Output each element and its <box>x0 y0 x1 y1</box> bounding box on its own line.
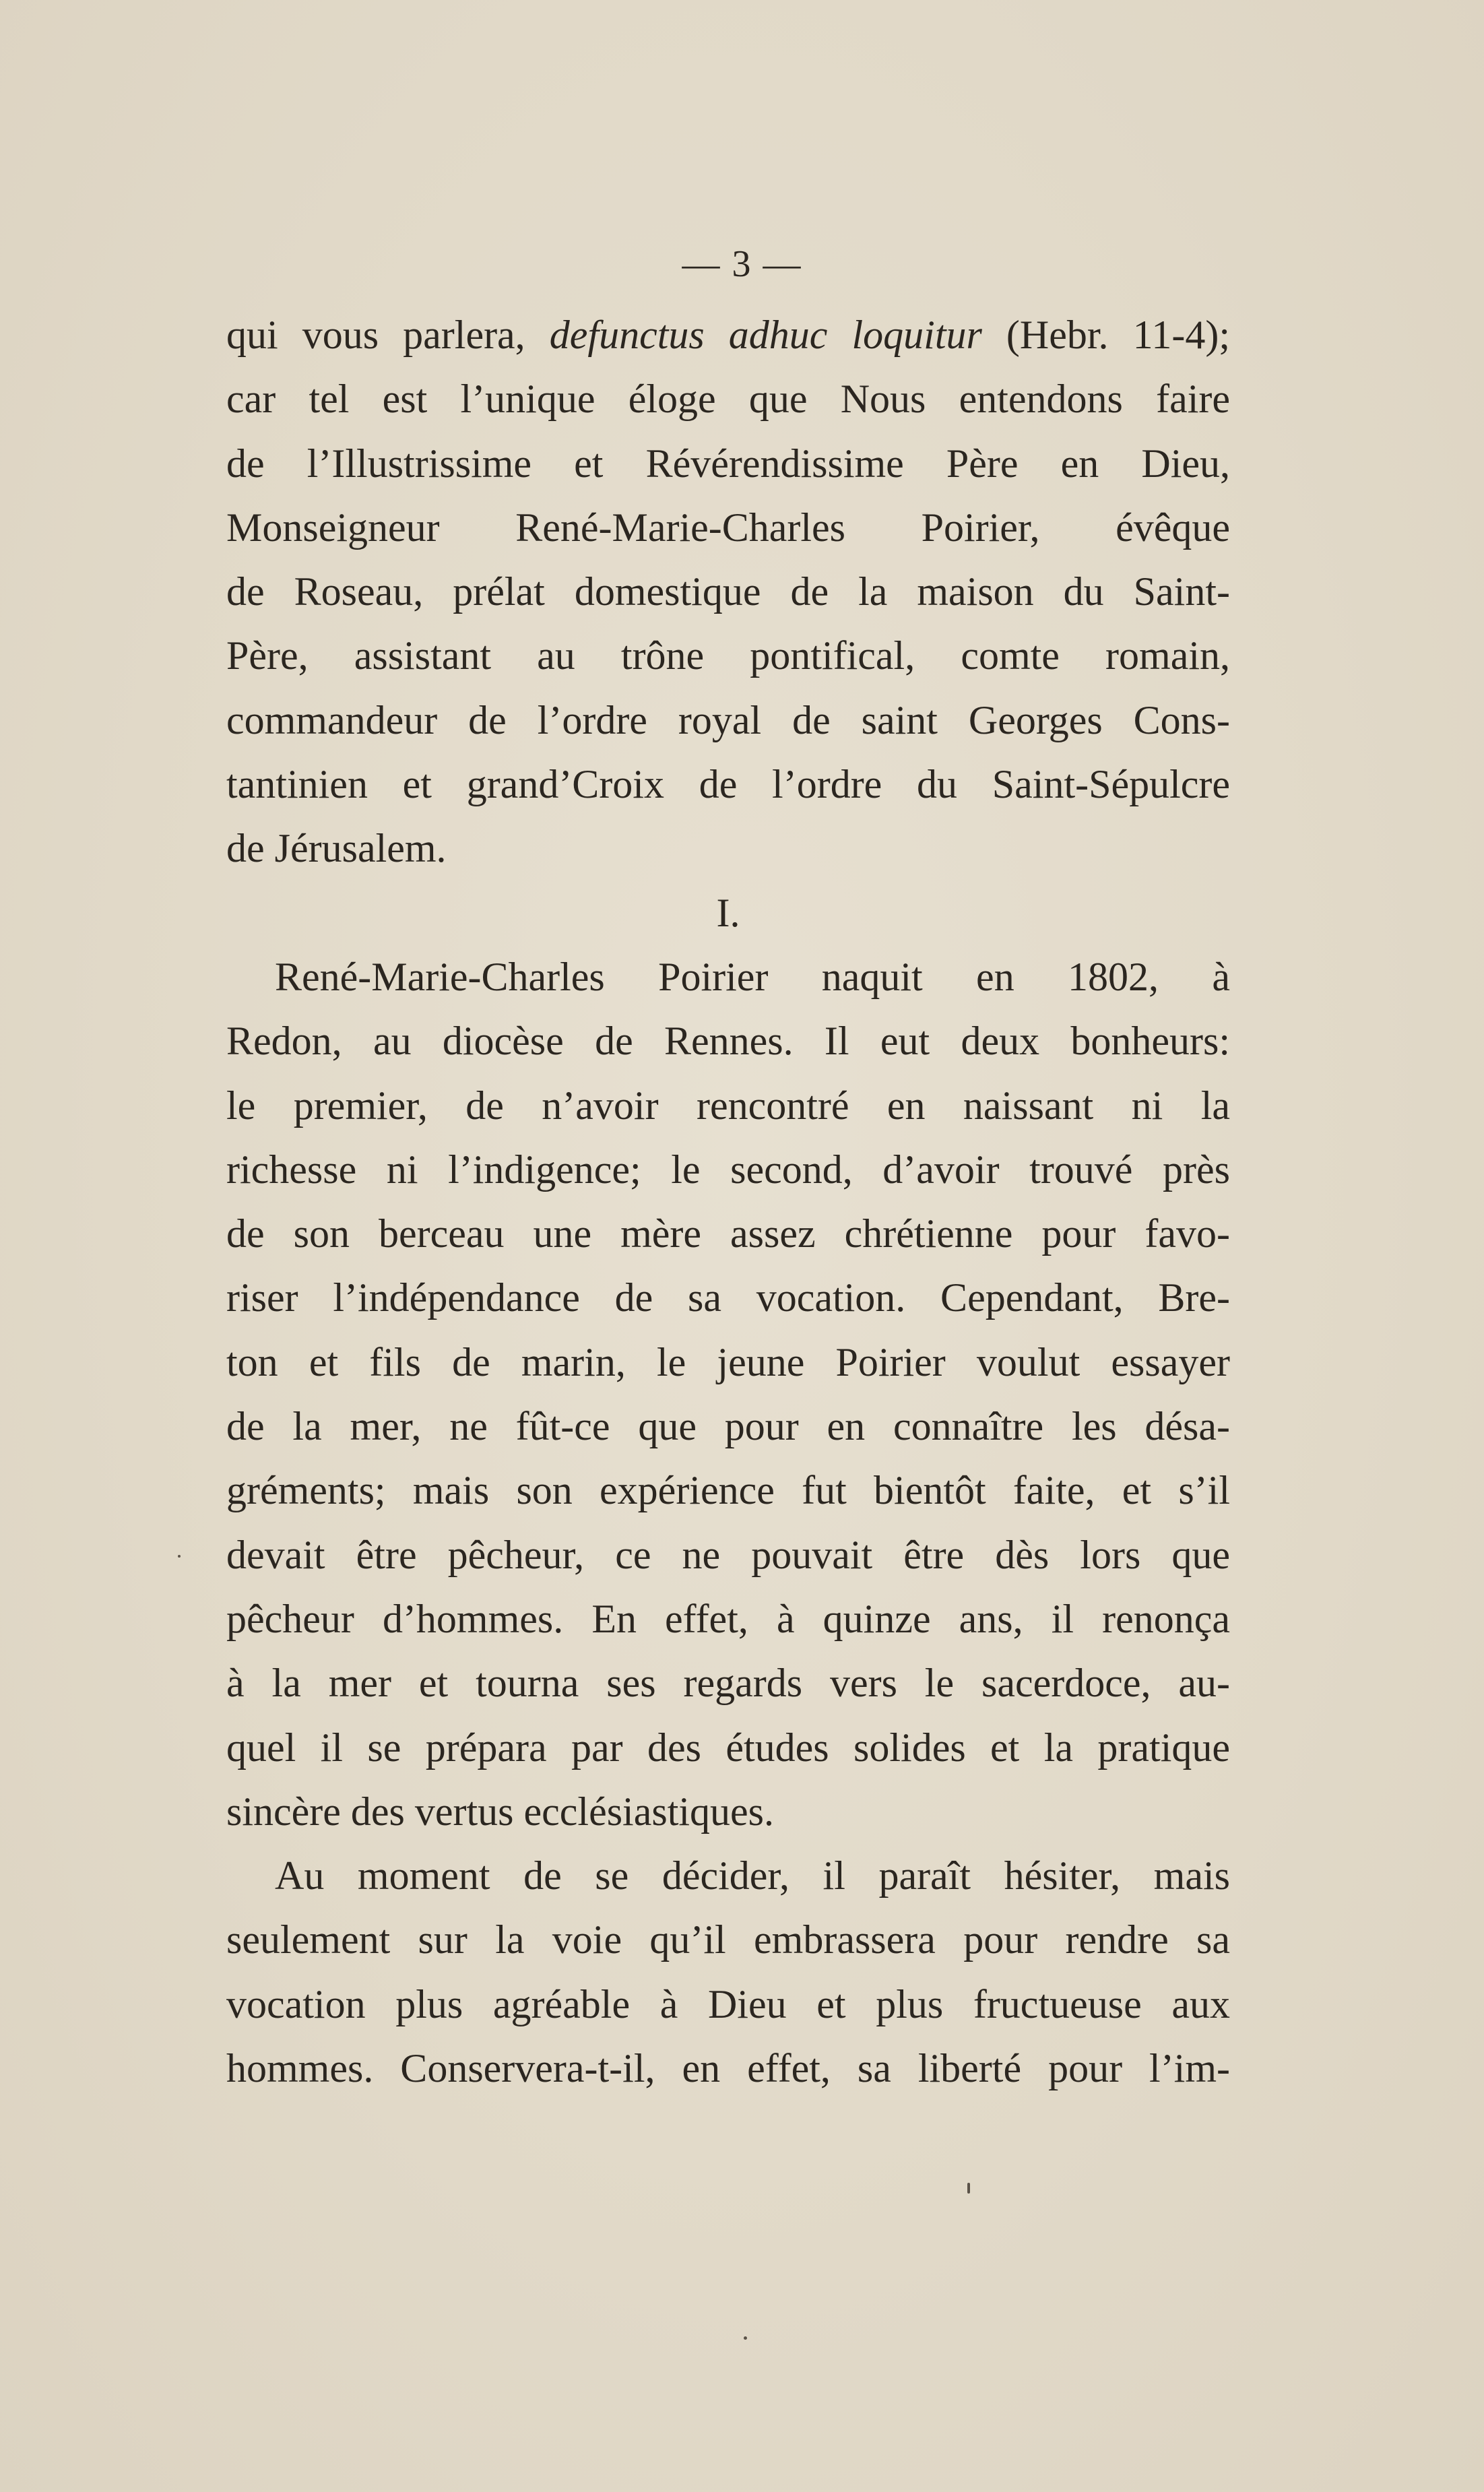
text-line: René-Marie-Charles Poirier naquit en 1802, à <box>275 954 1230 999</box>
text-line: quel il se prépara par des études solides et la pratique <box>226 1725 1230 1770</box>
text-line: vocation plus agréable à Dieu et plus fructueuse aux <box>226 1981 1230 2026</box>
paper-speck <box>178 1555 181 1558</box>
text-line: tantinien et grand’Croix de l’ordre du Saint-Sépulcre <box>226 762 1230 807</box>
text-line: seulement sur la voie qu’il embrassera pour rendre sa <box>226 1917 1230 1962</box>
text-line: sincère des vertus ecclésiastiques. <box>226 1789 775 1834</box>
text-line: de Jérusalem. <box>226 826 447 871</box>
text-run: qui vous parlera, <box>226 313 550 357</box>
text-line: de l’Illustrissime et Révérendissime Père en Dieu, <box>226 441 1230 486</box>
latin-quote: defunctus adhuc loquitur <box>549 313 982 357</box>
text-line: gréments; mais son expérience fut bientôt faite, et s’il <box>226 1468 1230 1513</box>
body-text <box>226 303 1230 2101</box>
text-line <box>226 303 1230 367</box>
section-heading: I. <box>716 890 740 935</box>
text-line: riser l’indépendance de sa vocation. Cependant, Bre- <box>226 1275 1230 1320</box>
text-line: le premier, de n’avoir rencontré en naissant ni la <box>226 1083 1230 1128</box>
text-line: de Roseau, prélat domestique de la maison du Saint- <box>226 569 1230 614</box>
text-line: Au moment de se décider, il paraît hésiter, mais <box>275 1853 1230 1898</box>
text-line: hommes. Conservera-t-il, en effet, sa liberté pour l’im- <box>226 2046 1230 2091</box>
text-line: Père, assistant au trône pontifical, comte romain, <box>226 633 1230 678</box>
text-line: commandeur de l’ordre royal de saint Georges Cons- <box>226 697 1230 742</box>
paper-speck <box>967 2183 970 2194</box>
text-line: devait être pêcheur, ce ne pouvait être dès lors que <box>226 1532 1230 1577</box>
paper-speck <box>744 2336 747 2340</box>
text-run: (Hebr. 11-4); <box>981 313 1231 357</box>
text-line: de son berceau une mère assez chrétienne pour favo- <box>226 1211 1230 1256</box>
text-line: Redon, au diocèse de Rennes. Il eut deux bonheurs: <box>226 1019 1230 1064</box>
text-line: ton et fils de marin, le jeune Poirier voulut essayer <box>226 1339 1230 1384</box>
text-line: Monseigneur René-Marie-Charles Poirier, évêque <box>226 505 1230 550</box>
page-number: — 3 — <box>682 243 802 285</box>
text-line: richesse ni l’indigence; le second, d’avoir trouvé près <box>226 1147 1230 1192</box>
text-line: pêcheur d’hommes. En effet, à quinze ans, il renonça <box>226 1596 1230 1641</box>
text-line: de la mer, ne fût-ce que pour en connaître les désa- <box>226 1404 1230 1449</box>
text-line: à la mer et tourna ses regards vers le sacerdoce, au- <box>226 1661 1230 1706</box>
text-line: car tel est l’unique éloge que Nous entendons faire <box>226 377 1230 422</box>
